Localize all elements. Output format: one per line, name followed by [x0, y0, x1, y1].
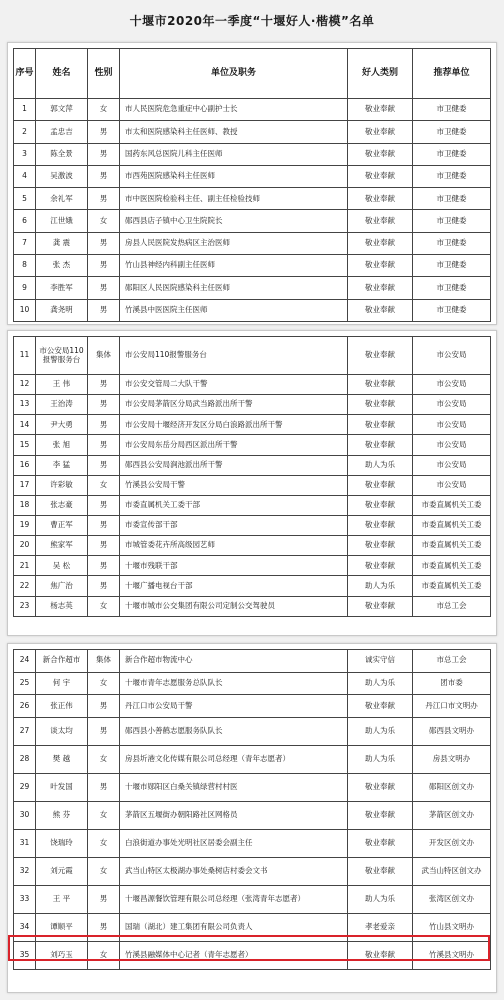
cell-name: 熊 芬 [36, 801, 88, 829]
table-row [14, 672, 491, 695]
cell-unit: 十堰广播电视台干部 [120, 576, 348, 596]
cell-no: 4 [14, 165, 36, 187]
table-row [14, 475, 491, 495]
cell-no: 13 [14, 395, 36, 415]
cell-unit: 竹溪县公安局干警 [120, 475, 348, 495]
cell-category: 敬业奉献 [348, 773, 413, 801]
cell-name: 江世娥 [36, 210, 88, 232]
cell-no: 2 [14, 121, 36, 143]
cell-no: 5 [14, 188, 36, 210]
cell-unit: 市公安交管局二大队干警 [120, 375, 348, 395]
table-body-part-3 [14, 650, 491, 970]
cell-gender: 男 [88, 773, 120, 801]
cell-name: 杨志英 [36, 596, 88, 616]
cell-recommender: 市卫健委 [413, 255, 491, 277]
cell-no: 19 [14, 515, 36, 535]
table-row [14, 121, 491, 143]
cell-recommender: 丹江口市文明办 [413, 695, 491, 718]
cell-recommender: 开发区创文办 [413, 829, 491, 857]
cell-name: 吴 松 [36, 556, 88, 576]
cell-category: 诚实守信 [348, 650, 413, 673]
cell-recommender: 市卫健委 [413, 210, 491, 232]
cell-recommender: 市公安局 [413, 455, 491, 475]
table-row [14, 745, 491, 773]
cell-recommender: 市卫健委 [413, 121, 491, 143]
cell-no: 22 [14, 576, 36, 596]
cell-unit: 武当山特区太极湖办事处桑树店村委会文书 [120, 857, 348, 885]
cell-name: 王 伟 [36, 375, 88, 395]
cell-name: 谭顺平 [36, 913, 88, 941]
cell-no: 31 [14, 829, 36, 857]
cell-gender: 女 [88, 210, 120, 232]
table-row [14, 695, 491, 718]
table-row [14, 299, 491, 321]
cell-gender: 男 [88, 913, 120, 941]
cell-gender: 男 [88, 556, 120, 576]
cell-category: 敬业奉献 [348, 99, 413, 121]
table-row [14, 885, 491, 913]
table-row [14, 337, 491, 375]
cell-category: 敬业奉献 [348, 337, 413, 375]
cell-unit: 市委直属机关工委干部 [120, 495, 348, 515]
cell-unit: 竹山县神经内科副主任医师 [120, 255, 348, 277]
cell-recommender: 市公安局 [413, 415, 491, 435]
cell-recommender: 市委直属机关工委 [413, 515, 491, 535]
cell-unit: 国瑞（湖北）建工集团有限公司负责人 [120, 913, 348, 941]
cell-category: 敬业奉献 [348, 435, 413, 455]
cell-no: 23 [14, 596, 36, 616]
table-row [14, 277, 491, 299]
cell-name: 李胜军 [36, 277, 88, 299]
cell-recommender: 市公安局 [413, 435, 491, 455]
table-header-row [14, 49, 491, 99]
cell-gender: 女 [88, 941, 120, 969]
cell-category: 助人为乐 [348, 672, 413, 695]
cell-name: 龚尧明 [36, 299, 88, 321]
honoree-table-part-1 [13, 48, 491, 322]
cell-name: 龚 震 [36, 232, 88, 254]
cell-category: 敬业奉献 [348, 121, 413, 143]
cell-category: 敬业奉献 [348, 143, 413, 165]
cell-category: 敬业奉献 [348, 395, 413, 415]
cell-unit: 十堰昌源餐饮管理有限公司总经理（张湾青年志愿者） [120, 885, 348, 913]
cell-name: 尹大勇 [36, 415, 88, 435]
table-row [14, 913, 491, 941]
cell-category: 助人为乐 [348, 455, 413, 475]
cell-name: 余礼军 [36, 188, 88, 210]
cell-no: 16 [14, 455, 36, 475]
cell-recommender: 张湾区创文办 [413, 885, 491, 913]
cell-no: 29 [14, 773, 36, 801]
document-title: 十堰市2020年一季度“十堰好人·楷模”名单 [129, 14, 375, 28]
cell-unit: 房县圻港文化传媒有限公司总经理（青年志愿者） [120, 745, 348, 773]
table-row [14, 857, 491, 885]
cell-no: 10 [14, 299, 36, 321]
cell-category: 敬业奉献 [348, 941, 413, 969]
cell-no: 11 [14, 337, 36, 375]
cell-name: 刘巧玉 [36, 941, 88, 969]
cell-no: 33 [14, 885, 36, 913]
cell-gender: 男 [88, 165, 120, 187]
cell-unit: 房县人民医院发热病区主治医师 [120, 232, 348, 254]
cell-gender: 男 [88, 515, 120, 535]
cell-gender: 男 [88, 299, 120, 321]
table-row [14, 375, 491, 395]
cell-gender: 男 [88, 495, 120, 515]
cell-no: 32 [14, 857, 36, 885]
cell-gender: 男 [88, 395, 120, 415]
cell-gender: 男 [88, 232, 120, 254]
cell-name: 王 平 [36, 885, 88, 913]
cell-category: 敬业奉献 [348, 415, 413, 435]
cell-unit: 市太和医院感染科主任医师、教授 [120, 121, 348, 143]
cell-no: 20 [14, 536, 36, 556]
cell-name: 李 猛 [36, 455, 88, 475]
cell-gender: 女 [88, 857, 120, 885]
cell-recommender: 郧阳区创文办 [413, 773, 491, 801]
cell-gender: 男 [88, 536, 120, 556]
table-row [14, 576, 491, 596]
cell-recommender: 市委直属机关工委 [413, 495, 491, 515]
cell-category: 敬业奉献 [348, 375, 413, 395]
cell-recommender: 竹溪县文明办 [413, 941, 491, 969]
cell-name: 陈全景 [36, 143, 88, 165]
cell-name: 谈太均 [36, 717, 88, 745]
table-row [14, 415, 491, 435]
cell-gender: 男 [88, 375, 120, 395]
cell-no: 26 [14, 695, 36, 718]
cell-no: 34 [14, 913, 36, 941]
cell-unit: 新合作超市物流中心 [120, 650, 348, 673]
cell-name: 张 旭 [36, 435, 88, 455]
page-2 [7, 330, 497, 636]
cell-category: 助人为乐 [348, 576, 413, 596]
cell-unit: 市城管委花卉所高级园艺师 [120, 536, 348, 556]
table-row [14, 395, 491, 415]
cell-category: 助人为乐 [348, 717, 413, 745]
table-row [14, 596, 491, 616]
cell-category: 敬业奉献 [348, 596, 413, 616]
cell-name: 孟忠吉 [36, 121, 88, 143]
cell-no: 35 [14, 941, 36, 969]
table-row [14, 495, 491, 515]
cell-name: 市公安局110报警服务台 [36, 337, 88, 375]
cell-category: 孝老爱亲 [348, 913, 413, 941]
cell-gender: 男 [88, 695, 120, 718]
cell-name: 王治涛 [36, 395, 88, 415]
header-name: 姓名 [36, 49, 88, 99]
cell-no: 12 [14, 375, 36, 395]
cell-gender: 男 [88, 435, 120, 455]
cell-gender: 男 [88, 143, 120, 165]
cell-unit: 市公安局110报警服务台 [120, 337, 348, 375]
cell-no: 7 [14, 232, 36, 254]
header-no: 序号 [14, 49, 36, 99]
table-row [14, 801, 491, 829]
cell-unit: 茅箭区五堰街办朝阳路社区网格员 [120, 801, 348, 829]
cell-no: 27 [14, 717, 36, 745]
cell-no: 24 [14, 650, 36, 673]
cell-name: 许彩敏 [36, 475, 88, 495]
table-row [14, 210, 491, 232]
cell-gender: 集体 [88, 337, 120, 375]
table-row [14, 232, 491, 254]
page-3 [7, 643, 497, 993]
cell-name: 樊 越 [36, 745, 88, 773]
cell-gender: 女 [88, 672, 120, 695]
cell-name: 叶发国 [36, 773, 88, 801]
table-row [14, 556, 491, 576]
cell-recommender: 市委直属机关工委 [413, 536, 491, 556]
cell-category: 敬业奉献 [348, 536, 413, 556]
table-body-part-2 [14, 337, 491, 617]
cell-category: 敬业奉献 [348, 210, 413, 232]
table-row [14, 773, 491, 801]
table-row [14, 455, 491, 475]
cell-unit: 十堰市残联干部 [120, 556, 348, 576]
cell-category: 助人为乐 [348, 885, 413, 913]
cell-gender: 男 [88, 188, 120, 210]
cell-no: 8 [14, 255, 36, 277]
cell-recommender: 茅箭区创文办 [413, 801, 491, 829]
cell-recommender: 市公安局 [413, 395, 491, 415]
cell-recommender: 市总工会 [413, 596, 491, 616]
cell-gender: 男 [88, 455, 120, 475]
cell-recommender: 市公安局 [413, 337, 491, 375]
cell-recommender: 市公安局 [413, 375, 491, 395]
cell-category: 敬业奉献 [348, 829, 413, 857]
honoree-table-part-2 [13, 336, 491, 617]
cell-unit: 市人民医院危急重症中心副护士长 [120, 99, 348, 121]
cell-no: 6 [14, 210, 36, 232]
table-row [14, 255, 491, 277]
cell-category: 敬业奉献 [348, 495, 413, 515]
cell-gender: 男 [88, 255, 120, 277]
honoree-table-part-3 [13, 649, 491, 970]
cell-unit: 郧阳区人民医院感染科主任医师 [120, 277, 348, 299]
cell-unit: 郧西县公安局涧池派出所干警 [120, 455, 348, 475]
cell-gender: 女 [88, 745, 120, 773]
cell-category: 敬业奉献 [348, 299, 413, 321]
cell-unit: 郧西县店子镇中心卫生院院长 [120, 210, 348, 232]
table-row [14, 99, 491, 121]
header-gender: 性别 [88, 49, 120, 99]
cell-category: 助人为乐 [348, 745, 413, 773]
cell-category: 敬业奉献 [348, 255, 413, 277]
cell-gender: 女 [88, 801, 120, 829]
cell-gender: 男 [88, 121, 120, 143]
cell-no: 14 [14, 415, 36, 435]
page-1 [7, 42, 497, 325]
cell-unit: 市西苑医院感染科主任医师 [120, 165, 348, 187]
cell-no: 28 [14, 745, 36, 773]
cell-unit: 丹江口市公安局干警 [120, 695, 348, 718]
cell-gender: 男 [88, 885, 120, 913]
cell-gender: 女 [88, 475, 120, 495]
cell-name: 何 宇 [36, 672, 88, 695]
cell-gender: 男 [88, 415, 120, 435]
cell-no: 3 [14, 143, 36, 165]
header-category: 好人类别 [348, 49, 413, 99]
table-row [14, 188, 491, 210]
cell-recommender: 市委直属机关工委 [413, 556, 491, 576]
cell-no: 9 [14, 277, 36, 299]
cell-no: 18 [14, 495, 36, 515]
cell-unit: 十堰市郧阳区白桑关镇绿营村村医 [120, 773, 348, 801]
cell-category: 敬业奉献 [348, 801, 413, 829]
table-row [14, 435, 491, 455]
cell-gender: 集体 [88, 650, 120, 673]
header-unit: 单位及职务 [120, 49, 348, 99]
cell-unit: 市委宣传部干部 [120, 515, 348, 535]
cell-category: 敬业奉献 [348, 232, 413, 254]
cell-unit: 国药东风总医院儿科主任医师 [120, 143, 348, 165]
cell-recommender: 房县文明办 [413, 745, 491, 773]
cell-recommender: 市总工会 [413, 650, 491, 673]
cell-recommender: 郧西县文明办 [413, 717, 491, 745]
cell-name: 郭文萍 [36, 99, 88, 121]
cell-name: 饶瑞玲 [36, 829, 88, 857]
cell-unit: 郧西县小善鹤志愿服务队队长 [120, 717, 348, 745]
table-row [14, 941, 491, 969]
cell-no: 30 [14, 801, 36, 829]
cell-category: 敬业奉献 [348, 475, 413, 495]
cell-no: 15 [14, 435, 36, 455]
cell-category: 敬业奉献 [348, 165, 413, 187]
cell-no: 17 [14, 475, 36, 495]
cell-name: 曹正军 [36, 515, 88, 535]
cell-gender: 男 [88, 277, 120, 299]
cell-unit: 白浪街道办事处光明社区居委会副主任 [120, 829, 348, 857]
cell-recommender: 市卫健委 [413, 188, 491, 210]
cell-recommender: 市卫健委 [413, 299, 491, 321]
cell-recommender: 市卫健委 [413, 143, 491, 165]
table-row [14, 536, 491, 556]
cell-category: 敬业奉献 [348, 188, 413, 210]
cell-no: 1 [14, 99, 36, 121]
cell-recommender: 市卫健委 [413, 165, 491, 187]
cell-category: 敬业奉献 [348, 857, 413, 885]
cell-name: 新合作超市 [36, 650, 88, 673]
cell-recommender: 市卫健委 [413, 232, 491, 254]
cell-name: 焦广治 [36, 576, 88, 596]
cell-name: 张 杰 [36, 255, 88, 277]
cell-recommender: 市卫健委 [413, 99, 491, 121]
cell-unit: 市公安局茅箭区分局武当路派出所干警 [120, 395, 348, 415]
table-row [14, 515, 491, 535]
cell-gender: 男 [88, 576, 120, 596]
cell-recommender: 市公安局 [413, 475, 491, 495]
cell-gender: 女 [88, 99, 120, 121]
cell-category: 敬业奉献 [348, 277, 413, 299]
cell-recommender: 市委直属机关工委 [413, 576, 491, 596]
cell-unit: 竹溪县融媒体中心记者（青年志愿者） [120, 941, 348, 969]
cell-category: 敬业奉献 [348, 515, 413, 535]
cell-gender: 男 [88, 717, 120, 745]
cell-gender: 女 [88, 596, 120, 616]
table-row [14, 143, 491, 165]
cell-unit: 十堰市青年志愿服务总队队长 [120, 672, 348, 695]
cell-unit: 竹溪县中医医院主任医师 [120, 299, 348, 321]
cell-recommender: 武当山特区创文办 [413, 857, 491, 885]
cell-unit: 市公安局十堰经济开发区分局白浪路派出所干警 [120, 415, 348, 435]
cell-no: 21 [14, 556, 36, 576]
header-recommender: 推荐单位 [413, 49, 491, 99]
cell-unit: 十堰市城市公交集团有限公司定制公交驾驶员 [120, 596, 348, 616]
table-row [14, 165, 491, 187]
cell-unit: 市中医医院检验科主任、副主任检验技师 [120, 188, 348, 210]
table-row [14, 650, 491, 673]
cell-unit: 市公安局东岳分局西区派出所干警 [120, 435, 348, 455]
cell-gender: 女 [88, 829, 120, 857]
cell-name: 刘元霞 [36, 857, 88, 885]
table-row [14, 717, 491, 745]
cell-name: 张志豪 [36, 495, 88, 515]
cell-recommender: 市卫健委 [413, 277, 491, 299]
cell-no: 25 [14, 672, 36, 695]
cell-recommender: 团市委 [413, 672, 491, 695]
table-body-part-1 [14, 99, 491, 322]
cell-category: 敬业奉献 [348, 556, 413, 576]
cell-name: 熊家军 [36, 536, 88, 556]
cell-recommender: 竹山县文明办 [413, 913, 491, 941]
cell-category: 敬业奉献 [348, 695, 413, 718]
table-row [14, 829, 491, 857]
cell-name: 吴激波 [36, 165, 88, 187]
cell-name: 张正伟 [36, 695, 88, 718]
